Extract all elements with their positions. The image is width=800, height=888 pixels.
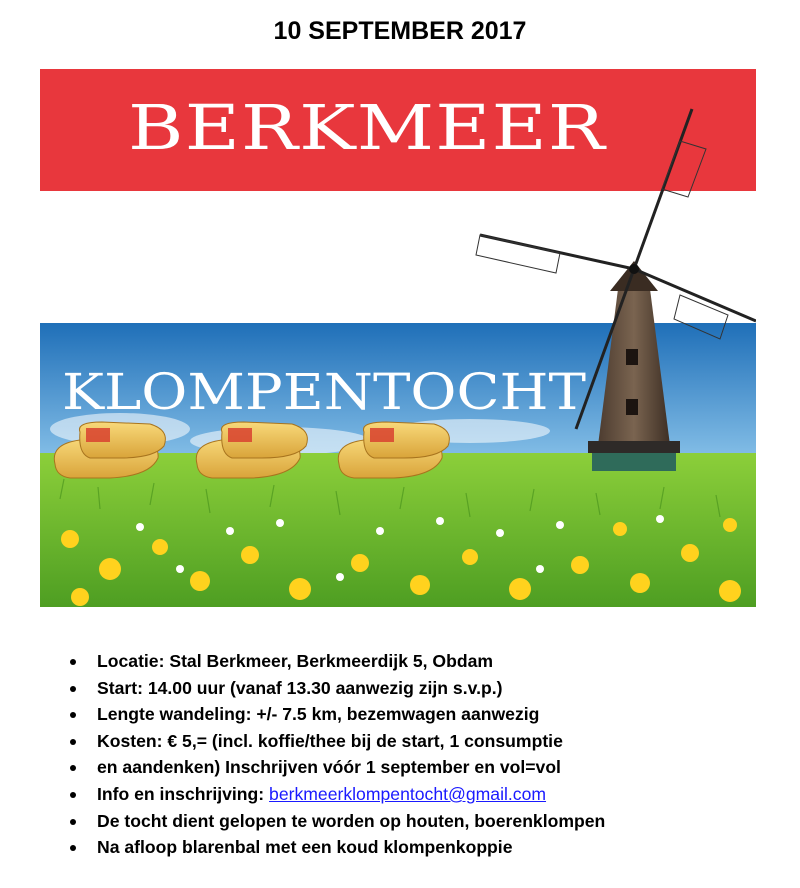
- poster-image: [40, 69, 756, 607]
- info-afterparty: Na afloop blarenbal met een koud klompenkoppie: [97, 837, 513, 858]
- info-location: Locatie: Stal Berkmeer, Berkmeerdijk 5, Obdam: [97, 651, 494, 671]
- list-item: [64, 834, 784, 861]
- list-item: [64, 701, 784, 728]
- list-item: [64, 728, 784, 755]
- list-item: [64, 675, 784, 702]
- list-item: [64, 808, 784, 835]
- registration-email-link[interactable]: berkmeerklompentocht@gmail.com: [269, 783, 547, 804]
- poster-title-klompentocht: KLOMPENTOCHT: [62, 363, 586, 421]
- info-costs: Kosten: € 5,= (incl. koffie/thee bij de start, 1 consumptie: [97, 730, 563, 751]
- info-registration-label: Info en inschrijving:: [97, 783, 270, 804]
- info-start: Start: 14.00 uur (vanaf 13.30 aanwezig zijn s.v.p.): [97, 677, 503, 698]
- info-footwear: De tocht dient gelopen te worden op houten, boerenklompen: [97, 810, 606, 831]
- list-item: [64, 781, 784, 808]
- poster-title-berkmeer: BERKMEER: [128, 91, 608, 164]
- info-costs-continued: en aandenken) Inschrijven vóór 1 september en vol=vol: [97, 757, 561, 778]
- event-date: 10 SEPTEMBER 2017: [273, 17, 527, 45]
- info-length: Lengte wandeling: +/- 7.5 km, bezemwagen aanwezig: [97, 704, 540, 725]
- list-item: [64, 648, 784, 675]
- event-info-list: [64, 648, 784, 861]
- list-item: [64, 754, 784, 781]
